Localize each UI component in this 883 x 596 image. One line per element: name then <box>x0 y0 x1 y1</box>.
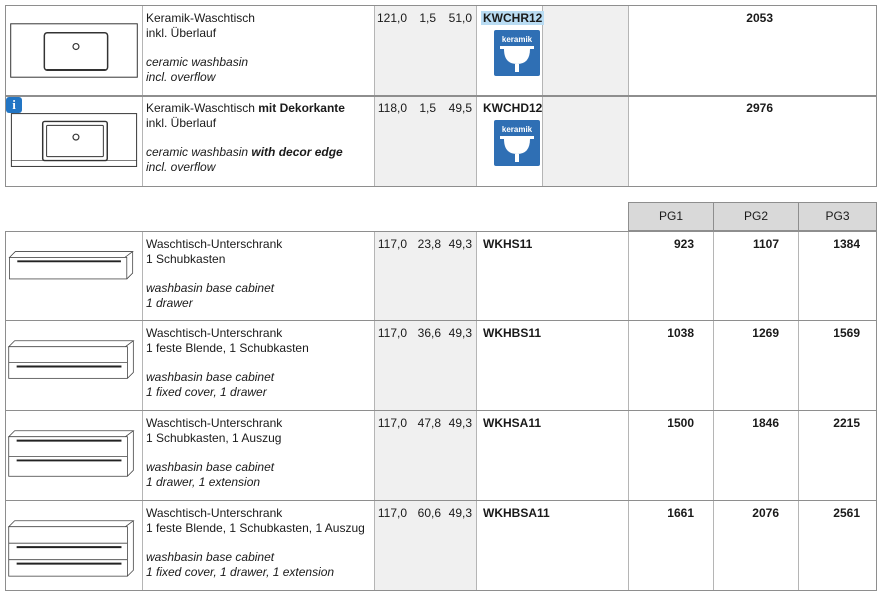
info-icon[interactable]: i <box>6 97 22 113</box>
pg2-price: 2076 <box>752 506 779 520</box>
price-value: 2053 <box>746 11 773 25</box>
column-divider <box>142 321 143 410</box>
width-value: 117,0 <box>377 506 407 520</box>
cabinet-drawing <box>6 501 142 590</box>
keramik-badge <box>494 120 540 166</box>
pg3-header: PG3 <box>798 202 877 231</box>
cabinet-row <box>5 411 877 501</box>
en-line2: incl. overflow <box>146 160 216 174</box>
cabinet-side <box>127 521 133 576</box>
column-divider <box>476 501 477 590</box>
article-code[interactable]: WKHBSA11 <box>483 506 550 520</box>
pg2-price: 1107 <box>752 237 779 251</box>
product-description <box>146 506 365 580</box>
column-divider <box>142 96 143 186</box>
de-title: Waschtisch-Unterschrank <box>146 416 283 430</box>
width-value: 117,0 <box>377 416 407 430</box>
article-code[interactable]: WKHSA11 <box>483 416 542 430</box>
badge-label: keramik <box>501 35 533 44</box>
article-code[interactable]: KWCHR12 <box>483 11 543 25</box>
en-title: ceramic washbasin <box>146 55 249 69</box>
pg3-price: 1384 <box>833 237 860 251</box>
washbasin-row <box>5 95 877 187</box>
depth-value: 49,3 <box>448 416 472 430</box>
depth-value: 49,3 <box>448 326 472 340</box>
spacer-shade <box>542 96 628 186</box>
column-divider <box>476 96 477 186</box>
de-title: Waschtisch-Unterschrank <box>146 237 283 251</box>
article-code[interactable]: WKHS11 <box>483 237 533 251</box>
pg2-header: PG2 <box>713 202 799 231</box>
width-value: 117,0 <box>377 326 407 340</box>
product-description <box>146 326 309 400</box>
price-value: 2976 <box>746 101 773 115</box>
de-title: Keramik-Waschtisch <box>146 11 255 25</box>
washbasin-icon <box>494 30 540 76</box>
de-line2: 1 feste Blende, 1 Schubkasten, 1 Auszug <box>146 521 365 535</box>
cabinet-front <box>9 527 128 576</box>
en-line2: 1 fixed cover, 1 drawer <box>146 385 267 399</box>
product-description <box>146 237 282 311</box>
product-description <box>146 101 345 175</box>
en-line2: incl. overflow <box>146 70 216 84</box>
washbasin-icon <box>494 120 540 166</box>
cabinet-side <box>127 341 133 379</box>
keramik-badge <box>494 30 540 76</box>
width-value: 121,0 <box>376 11 407 25</box>
height-value: 1,5 <box>419 101 436 115</box>
width-value: 118,0 <box>377 101 407 115</box>
cabinet-row <box>5 321 877 411</box>
column-divider <box>142 232 143 320</box>
column-divider <box>142 411 143 500</box>
en-line2: 1 drawer <box>146 296 193 310</box>
pg1-header: PG1 <box>628 202 714 231</box>
de-line2: inkl. Überlauf <box>146 26 217 40</box>
cabinet-top <box>9 521 134 527</box>
washbasin-drawing <box>6 96 142 186</box>
de-title: Waschtisch-Unterschrank <box>146 506 283 520</box>
de-title: Keramik-Waschtisch <box>146 101 259 115</box>
washbasin-drawing <box>6 6 142 95</box>
pg1-price: 1038 <box>667 326 694 340</box>
height-value: 36,6 <box>417 326 441 340</box>
washbasin-row <box>5 5 877 95</box>
de-line2: inkl. Überlauf <box>146 116 217 130</box>
de-line2: 1 Schubkasten <box>146 252 226 266</box>
cabinet-top <box>9 252 132 258</box>
spacer-shade <box>542 6 628 95</box>
column-divider <box>142 501 143 590</box>
de-line2: 1 feste Blende, 1 Schubkasten <box>146 341 309 355</box>
column-divider <box>476 411 477 500</box>
pg1-price: 1500 <box>667 416 694 430</box>
en-title: ceramic washbasin <box>146 145 252 159</box>
column-divider <box>476 6 477 95</box>
height-value: 60,6 <box>417 506 441 520</box>
badge-label: keramik <box>501 125 533 134</box>
depth-value: 49,3 <box>448 506 472 520</box>
en-title: washbasin base cabinet <box>146 550 275 564</box>
product-description <box>146 416 282 490</box>
pg3-price: 2561 <box>833 506 860 520</box>
en-title: washbasin base cabinet <box>146 281 275 295</box>
pg3-price: 2215 <box>833 416 860 430</box>
cabinet-side <box>127 431 133 476</box>
en-line2: 1 fixed cover, 1 drawer, 1 extension <box>146 565 335 579</box>
de-line2: 1 Schubkasten, 1 Auszug <box>146 431 282 445</box>
pg3-price: 1569 <box>833 326 860 340</box>
cabinet-drawing <box>6 321 142 410</box>
article-code[interactable]: WKHBS11 <box>483 326 542 340</box>
pg2-price: 1269 <box>752 326 779 340</box>
article-code[interactable]: KWCHD12 <box>483 101 543 115</box>
cabinet-row <box>5 501 877 591</box>
column-divider <box>142 6 143 95</box>
depth-value: 51,0 <box>448 11 472 25</box>
column-divider <box>628 96 629 186</box>
pg1-price: 1661 <box>667 506 694 520</box>
en-title: washbasin base cabinet <box>146 370 275 384</box>
en-line2: 1 drawer, 1 extension <box>146 475 261 489</box>
column-divider <box>628 6 629 95</box>
column-divider <box>476 232 477 320</box>
depth-value: 49,5 <box>448 101 472 115</box>
pg1-price: 923 <box>673 237 694 251</box>
en-title: washbasin base cabinet <box>146 460 275 474</box>
height-value: 23,8 <box>417 237 441 251</box>
en-title-bold: with decor edge <box>251 145 343 159</box>
cabinet-drawing <box>6 411 142 500</box>
height-value: 47,8 <box>417 416 441 430</box>
pg2-price: 1846 <box>752 416 779 430</box>
cabinet-top <box>9 431 134 437</box>
product-description <box>146 11 255 85</box>
column-divider <box>476 321 477 410</box>
de-title: Waschtisch-Unterschrank <box>146 326 283 340</box>
cabinet-top <box>9 341 134 347</box>
cabinet-drawing <box>6 232 142 320</box>
height-value: 1,5 <box>419 11 436 25</box>
de-title-bold: mit Dekorkante <box>258 101 345 115</box>
width-value: 117,0 <box>377 237 407 251</box>
cabinet-row <box>5 231 877 321</box>
depth-value: 49,3 <box>448 237 472 251</box>
